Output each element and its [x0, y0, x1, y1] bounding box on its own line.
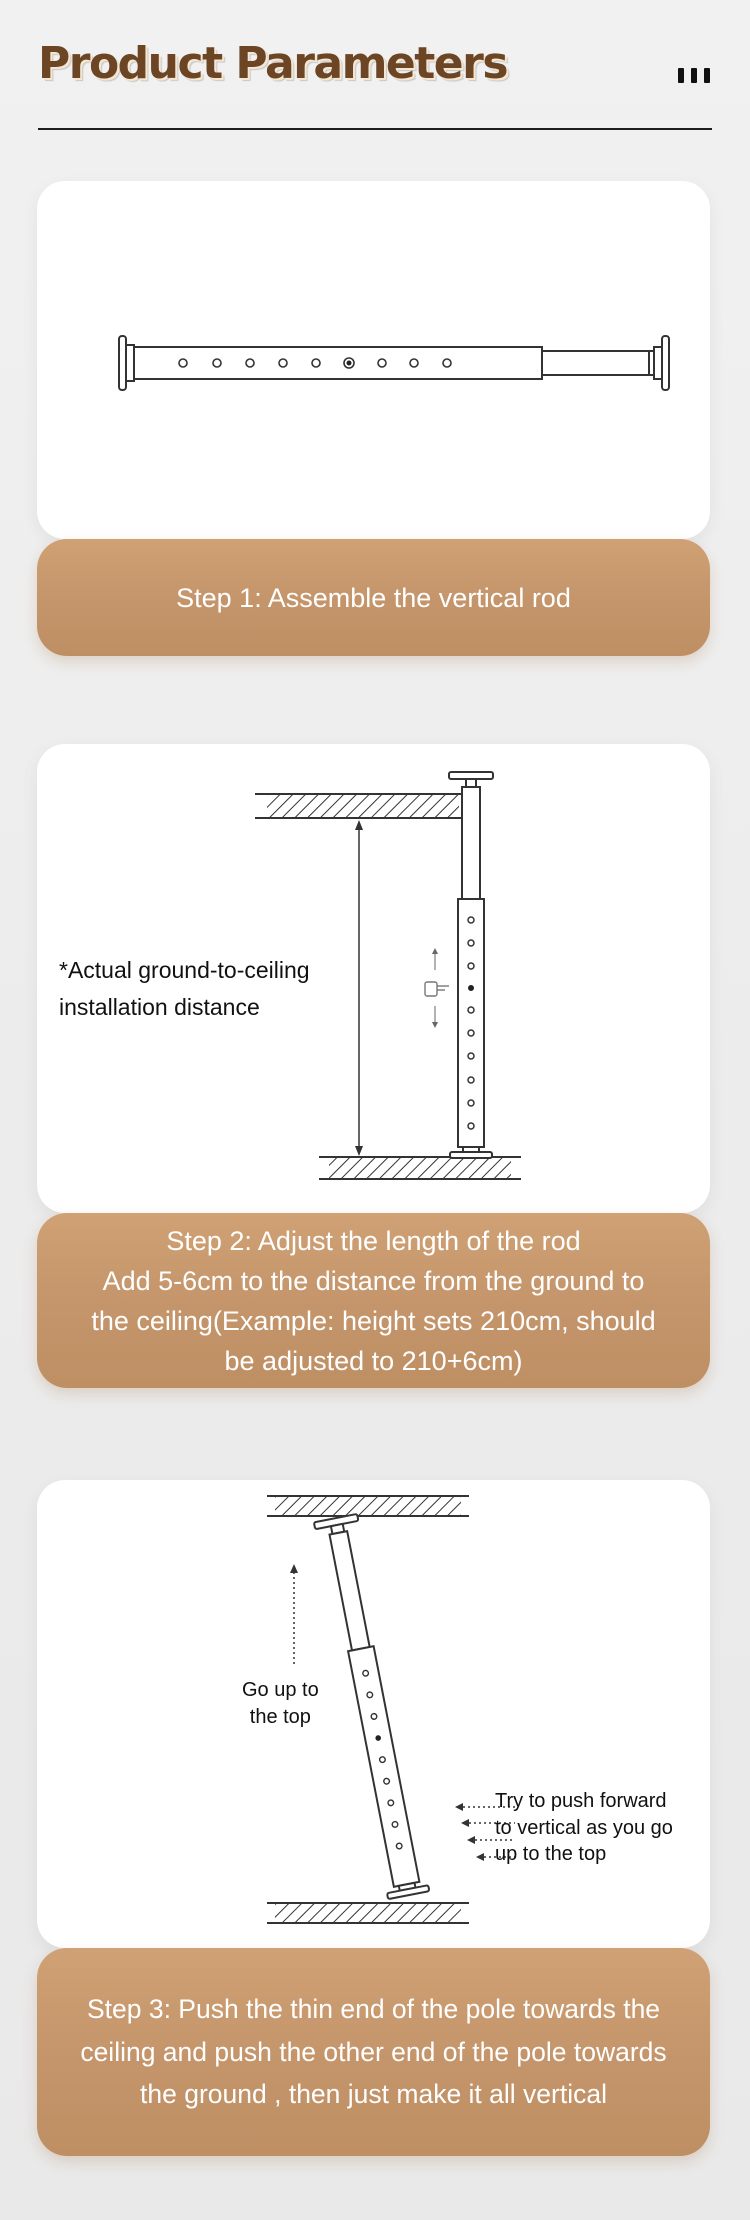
- rod-horizontal-illustration: [37, 181, 710, 539]
- step2-illustration-card: [37, 744, 710, 1213]
- step2-caption: Step 2: Adjust the length of the rod Add 5-6cm to the distance from the ground to the ceiling(Example: height sets 210cm, should be adjusted to 210+6cm): [37, 1213, 710, 1388]
- push-forward-label: Try to push forward to vertical as you go up to the top: [495, 1790, 673, 1865]
- more-icon[interactable]: [666, 68, 710, 88]
- rod-tilted-illustration: [37, 1480, 710, 1948]
- distance-note: *Actual ground-to-ceiling installation distance: [59, 957, 310, 1020]
- header-divider: [38, 128, 712, 130]
- step1-caption-line: Step 1: Assemble the vertical rod: [176, 582, 571, 613]
- step3-caption: Step 3: Push the thin end of the pole towards the ceiling and push the other end of the pole towards the ground , then just make it all vertical: [37, 1948, 710, 2156]
- step1-caption: [37, 539, 710, 656]
- step1-illustration-card: [37, 181, 710, 539]
- step3-illustration-card: [37, 1480, 710, 1948]
- page-title: Product Parameters: [38, 38, 508, 89]
- page-header: [38, 38, 712, 130]
- go-up-label: Go up to the top: [242, 1679, 319, 1728]
- hand-pointer-icon: [425, 982, 449, 996]
